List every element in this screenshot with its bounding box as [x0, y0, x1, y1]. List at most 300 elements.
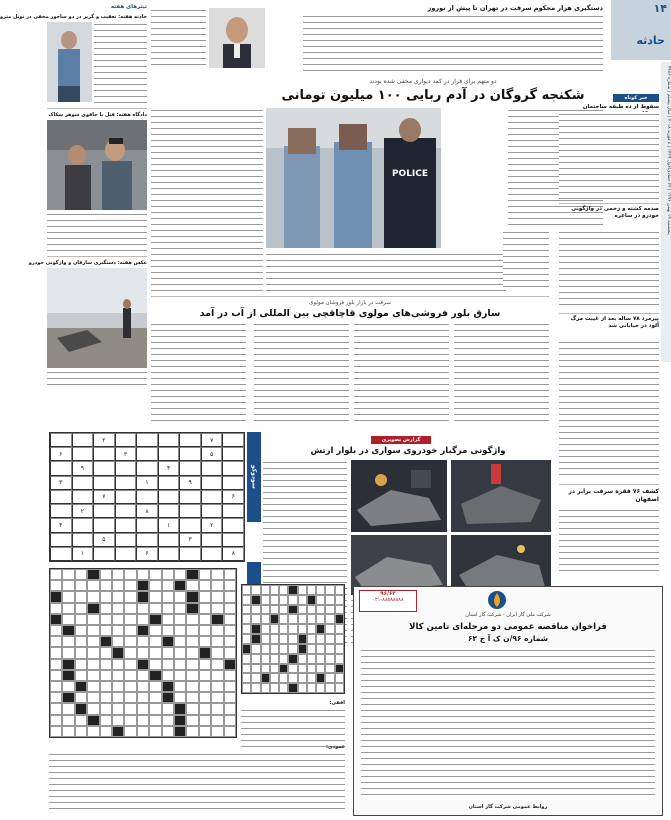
crossword-cell[interactable]	[186, 580, 198, 591]
crossword-cell[interactable]	[75, 636, 87, 647]
crossword-cell[interactable]	[100, 580, 112, 591]
crossword-cell[interactable]	[174, 670, 186, 681]
crossword-cell[interactable]	[335, 614, 344, 624]
crossword-cell[interactable]	[124, 625, 136, 636]
crossword-cell[interactable]	[162, 659, 174, 670]
crossword-cell[interactable]	[298, 614, 307, 624]
sudoku-cell[interactable]: ۲	[201, 518, 223, 532]
crossword-cell[interactable]	[75, 726, 87, 737]
crossword-cell[interactable]	[137, 580, 149, 591]
crossword-cell[interactable]	[316, 605, 325, 615]
sudoku-cell[interactable]	[50, 490, 72, 504]
crossword-cell[interactable]	[174, 591, 186, 602]
crossword-cell[interactable]	[100, 625, 112, 636]
crossword-cell[interactable]	[270, 644, 279, 654]
crossword-cell[interactable]	[162, 625, 174, 636]
crossword-cell[interactable]	[75, 670, 87, 681]
crossword-cell[interactable]	[298, 664, 307, 674]
crossword-cell[interactable]	[50, 580, 62, 591]
crossword-cell[interactable]	[137, 715, 149, 726]
crossword-cell[interactable]	[50, 636, 62, 647]
crossword-cell[interactable]	[335, 654, 344, 664]
crossword-cell[interactable]	[335, 595, 344, 605]
sudoku-cell[interactable]	[72, 476, 94, 490]
crossword-cell[interactable]	[100, 681, 112, 692]
crossword-cell[interactable]	[174, 569, 186, 580]
crossword-cell[interactable]	[316, 624, 325, 634]
sudoku-cell[interactable]	[179, 490, 201, 504]
crossword-cell[interactable]	[211, 569, 223, 580]
crossword-cell[interactable]	[186, 569, 198, 580]
sudoku-cell[interactable]	[222, 476, 244, 490]
crossword-cell[interactable]	[50, 569, 62, 580]
sudoku-cell[interactable]	[158, 547, 180, 561]
crossword-cell[interactable]	[224, 715, 236, 726]
crossword-cell[interactable]	[162, 636, 174, 647]
crossword-cell[interactable]	[224, 591, 236, 602]
sudoku-cell[interactable]: ۴	[158, 461, 180, 475]
crossword-cell[interactable]	[325, 585, 334, 595]
crossword-cell[interactable]	[298, 683, 307, 693]
sudoku-cell[interactable]	[136, 533, 158, 547]
crossword-cell[interactable]	[87, 659, 99, 670]
crossword-cell[interactable]	[270, 683, 279, 693]
crossword-cell[interactable]	[261, 624, 270, 634]
sudoku-cell[interactable]: ۱	[158, 518, 180, 532]
crossword-cell[interactable]	[112, 580, 124, 591]
sudoku-cell[interactable]	[115, 433, 137, 447]
sudoku-cell[interactable]: ۸	[136, 504, 158, 518]
sudoku-cell[interactable]	[201, 504, 223, 518]
crossword-cell[interactable]	[211, 603, 223, 614]
crossword-cell[interactable]	[288, 673, 297, 683]
crossword-cell[interactable]	[242, 605, 251, 615]
crossword-cell[interactable]	[251, 683, 260, 693]
crossword-cell[interactable]	[307, 595, 316, 605]
crossword-cell[interactable]	[162, 569, 174, 580]
crossword-cell[interactable]	[162, 614, 174, 625]
sudoku-cell[interactable]	[179, 547, 201, 561]
crossword-cell[interactable]	[211, 715, 223, 726]
crossword-grid[interactable]	[49, 568, 237, 738]
crossword-cell[interactable]	[242, 624, 251, 634]
crossword-cell[interactable]	[325, 673, 334, 683]
crossword-cell[interactable]	[335, 664, 344, 674]
crossword-cell[interactable]	[100, 647, 112, 658]
crossword-cell[interactable]	[124, 715, 136, 726]
crossword-cell[interactable]	[137, 726, 149, 737]
crossword-cell[interactable]	[199, 659, 211, 670]
crossword-cell[interactable]	[137, 569, 149, 580]
crossword-cell[interactable]	[100, 703, 112, 714]
crossword-cell[interactable]	[288, 644, 297, 654]
sudoku-cell[interactable]	[115, 504, 137, 518]
crossword-cell[interactable]	[149, 659, 161, 670]
crossword-cell[interactable]	[62, 591, 74, 602]
crossword-cell[interactable]	[174, 703, 186, 714]
crossword-cell[interactable]	[211, 636, 223, 647]
crossword-cell[interactable]	[149, 614, 161, 625]
crossword-cell[interactable]	[137, 670, 149, 681]
crossword-cell[interactable]	[87, 726, 99, 737]
crossword-cell[interactable]	[261, 644, 270, 654]
crossword-cell[interactable]	[112, 659, 124, 670]
crossword-cell[interactable]	[174, 659, 186, 670]
sudoku-cell[interactable]: ۶	[136, 547, 158, 561]
sudoku-cell[interactable]	[222, 504, 244, 518]
crossword-cell[interactable]	[251, 624, 260, 634]
crossword-cell[interactable]	[325, 664, 334, 674]
crossword-cell[interactable]	[288, 614, 297, 624]
crossword-cell[interactable]	[288, 605, 297, 615]
crossword-cell[interactable]	[124, 603, 136, 614]
sudoku-cell[interactable]	[115, 476, 137, 490]
sudoku-cell[interactable]	[179, 447, 201, 461]
crossword-cell[interactable]	[307, 605, 316, 615]
crossword-cell[interactable]	[270, 664, 279, 674]
crossword-cell[interactable]	[87, 569, 99, 580]
crossword-cell[interactable]	[162, 703, 174, 714]
crossword-cell[interactable]	[224, 603, 236, 614]
crossword-cell[interactable]	[124, 659, 136, 670]
sudoku-cell[interactable]	[50, 504, 72, 518]
crossword-cell[interactable]	[186, 703, 198, 714]
crossword-cell[interactable]	[87, 603, 99, 614]
crossword-cell[interactable]	[62, 647, 74, 658]
crossword-cell[interactable]	[186, 614, 198, 625]
sudoku-cell[interactable]: ۲	[72, 504, 94, 518]
crossword-cell[interactable]	[261, 673, 270, 683]
crossword-cell[interactable]	[279, 585, 288, 595]
crossword-cell[interactable]	[137, 591, 149, 602]
sudoku-cell[interactable]	[158, 433, 180, 447]
crossword-cell[interactable]	[298, 654, 307, 664]
sudoku-cell[interactable]	[93, 476, 115, 490]
crossword-cell[interactable]	[199, 670, 211, 681]
crossword-cell[interactable]	[137, 659, 149, 670]
crossword-cell[interactable]	[75, 625, 87, 636]
crossword-cell[interactable]	[288, 654, 297, 664]
crossword-cell[interactable]	[186, 670, 198, 681]
crossword-cell[interactable]	[112, 603, 124, 614]
sudoku-cell[interactable]	[136, 518, 158, 532]
crossword-cell[interactable]	[124, 692, 136, 703]
crossword-cell[interactable]	[307, 614, 316, 624]
crossword-cell[interactable]	[211, 614, 223, 625]
crossword-cell[interactable]	[211, 580, 223, 591]
crossword-cell[interactable]	[124, 591, 136, 602]
crossword-cell[interactable]	[224, 703, 236, 714]
crossword-cell[interactable]	[100, 715, 112, 726]
crossword-cell[interactable]	[62, 614, 74, 625]
crossword-cell[interactable]	[50, 715, 62, 726]
crossword-cell[interactable]	[211, 681, 223, 692]
crossword-cell[interactable]	[87, 580, 99, 591]
crossword-cell[interactable]	[137, 636, 149, 647]
crossword-cell[interactable]	[100, 636, 112, 647]
crossword-cell[interactable]	[50, 659, 62, 670]
crossword-cell[interactable]	[112, 703, 124, 714]
crossword-cell[interactable]	[149, 625, 161, 636]
crossword-cell[interactable]	[174, 647, 186, 658]
crossword-cell[interactable]	[316, 673, 325, 683]
crossword-cell[interactable]	[279, 654, 288, 664]
crossword-cell[interactable]	[325, 614, 334, 624]
crossword-cell[interactable]	[325, 605, 334, 615]
crossword-cell[interactable]	[124, 580, 136, 591]
crossword-cell[interactable]	[75, 715, 87, 726]
crossword-cell[interactable]	[149, 580, 161, 591]
sudoku-cell[interactable]: ۶	[222, 490, 244, 504]
crossword-cell[interactable]	[199, 591, 211, 602]
crossword-cell[interactable]	[261, 605, 270, 615]
crossword-cell[interactable]	[50, 603, 62, 614]
crossword-cell[interactable]	[75, 703, 87, 714]
crossword-cell[interactable]	[124, 614, 136, 625]
crossword-cell[interactable]	[100, 614, 112, 625]
sudoku-cell[interactable]	[72, 533, 94, 547]
sudoku-cell[interactable]	[136, 447, 158, 461]
crossword-cell[interactable]	[186, 726, 198, 737]
crossword-cell[interactable]	[186, 647, 198, 658]
crossword-cell[interactable]	[112, 692, 124, 703]
crossword-cell[interactable]	[335, 634, 344, 644]
crossword-cell[interactable]	[261, 683, 270, 693]
crossword-cell[interactable]	[224, 659, 236, 670]
crossword-cell[interactable]	[316, 595, 325, 605]
crossword-cell[interactable]	[50, 726, 62, 737]
sudoku-cell[interactable]	[50, 533, 72, 547]
sudoku-cell[interactable]	[158, 490, 180, 504]
crossword-cell[interactable]	[242, 664, 251, 674]
sudoku-cell[interactable]	[115, 490, 137, 504]
crossword-cell[interactable]	[124, 670, 136, 681]
crossword-cell[interactable]	[242, 673, 251, 683]
crossword-cell[interactable]	[251, 585, 260, 595]
crossword-cell[interactable]	[137, 692, 149, 703]
crossword-cell[interactable]	[335, 585, 344, 595]
crossword-cell[interactable]	[279, 634, 288, 644]
sudoku-cell[interactable]: ۱	[136, 476, 158, 490]
sudoku-cell[interactable]	[179, 504, 201, 518]
crossword-cell[interactable]	[50, 703, 62, 714]
crossword-cell[interactable]	[112, 636, 124, 647]
crossword-cell[interactable]	[242, 585, 251, 595]
crossword-cell[interactable]	[270, 673, 279, 683]
crossword-grid-small[interactable]	[241, 584, 345, 694]
crossword-cell[interactable]	[62, 580, 74, 591]
crossword-cell[interactable]	[87, 591, 99, 602]
crossword-cell[interactable]	[211, 591, 223, 602]
crossword-cell[interactable]	[50, 670, 62, 681]
crossword-cell[interactable]	[75, 569, 87, 580]
crossword-cell[interactable]	[242, 644, 251, 654]
crossword-cell[interactable]	[62, 659, 74, 670]
crossword-cell[interactable]	[325, 595, 334, 605]
crossword-cell[interactable]	[75, 692, 87, 703]
crossword-cell[interactable]	[279, 683, 288, 693]
crossword-cell[interactable]	[112, 591, 124, 602]
crossword-cell[interactable]	[224, 681, 236, 692]
crossword-cell[interactable]	[149, 647, 161, 658]
crossword-cell[interactable]	[50, 692, 62, 703]
sudoku-cell[interactable]	[93, 461, 115, 475]
crossword-cell[interactable]	[75, 614, 87, 625]
crossword-cell[interactable]	[149, 703, 161, 714]
crossword-cell[interactable]	[162, 603, 174, 614]
crossword-cell[interactable]	[199, 614, 211, 625]
sudoku-cell[interactable]	[72, 518, 94, 532]
sudoku-cell[interactable]	[115, 518, 137, 532]
crossword-cell[interactable]	[261, 664, 270, 674]
crossword-cell[interactable]	[62, 603, 74, 614]
sudoku-cell[interactable]	[222, 533, 244, 547]
crossword-cell[interactable]	[307, 644, 316, 654]
crossword-cell[interactable]	[270, 585, 279, 595]
crossword-cell[interactable]	[279, 644, 288, 654]
crossword-cell[interactable]	[307, 664, 316, 674]
crossword-cell[interactable]	[149, 681, 161, 692]
crossword-cell[interactable]	[199, 580, 211, 591]
sudoku-cell[interactable]	[93, 518, 115, 532]
crossword-cell[interactable]	[149, 591, 161, 602]
sudoku-cell[interactable]	[222, 518, 244, 532]
crossword-cell[interactable]	[186, 636, 198, 647]
crossword-cell[interactable]	[211, 670, 223, 681]
crossword-cell[interactable]	[224, 647, 236, 658]
crossword-cell[interactable]	[149, 692, 161, 703]
crossword-cell[interactable]	[211, 726, 223, 737]
crossword-cell[interactable]	[211, 625, 223, 636]
crossword-cell[interactable]	[298, 673, 307, 683]
sudoku-cell[interactable]: ۲	[93, 433, 115, 447]
crossword-cell[interactable]	[270, 634, 279, 644]
crossword-cell[interactable]	[335, 624, 344, 634]
crossword-cell[interactable]	[224, 569, 236, 580]
crossword-cell[interactable]	[62, 670, 74, 681]
crossword-cell[interactable]	[251, 595, 260, 605]
crossword-cell[interactable]	[186, 681, 198, 692]
sudoku-cell[interactable]: ۳	[50, 476, 72, 490]
crossword-cell[interactable]	[186, 659, 198, 670]
crossword-cell[interactable]	[100, 726, 112, 737]
crossword-cell[interactable]	[316, 634, 325, 644]
crossword-cell[interactable]	[325, 624, 334, 634]
crossword-cell[interactable]	[261, 595, 270, 605]
sudoku-cell[interactable]	[201, 476, 223, 490]
crossword-cell[interactable]	[137, 603, 149, 614]
sudoku-cell[interactable]	[136, 461, 158, 475]
crossword-cell[interactable]	[162, 715, 174, 726]
crossword-cell[interactable]	[307, 624, 316, 634]
crossword-cell[interactable]	[112, 726, 124, 737]
sudoku-cell[interactable]	[72, 447, 94, 461]
crossword-cell[interactable]	[149, 636, 161, 647]
crossword-cell[interactable]	[62, 681, 74, 692]
crossword-cell[interactable]	[112, 681, 124, 692]
crossword-cell[interactable]	[112, 625, 124, 636]
crossword-cell[interactable]	[251, 614, 260, 624]
sudoku-cell[interactable]: ۷	[93, 490, 115, 504]
crossword-cell[interactable]	[224, 726, 236, 737]
crossword-cell[interactable]	[325, 683, 334, 693]
crossword-cell[interactable]	[50, 681, 62, 692]
crossword-cell[interactable]	[62, 692, 74, 703]
crossword-cell[interactable]	[261, 634, 270, 644]
sudoku-cell[interactable]: ۹	[72, 461, 94, 475]
crossword-cell[interactable]	[87, 681, 99, 692]
crossword-cell[interactable]	[211, 647, 223, 658]
crossword-cell[interactable]	[288, 585, 297, 595]
sudoku-cell[interactable]	[222, 461, 244, 475]
crossword-cell[interactable]	[316, 664, 325, 674]
sudoku-cell[interactable]	[93, 447, 115, 461]
crossword-cell[interactable]	[298, 605, 307, 615]
crossword-cell[interactable]	[149, 670, 161, 681]
crossword-cell[interactable]	[50, 591, 62, 602]
crossword-cell[interactable]	[199, 603, 211, 614]
crossword-cell[interactable]	[174, 715, 186, 726]
crossword-cell[interactable]	[124, 681, 136, 692]
crossword-cell[interactable]	[270, 624, 279, 634]
crossword-cell[interactable]	[211, 659, 223, 670]
crossword-cell[interactable]	[288, 595, 297, 605]
crossword-cell[interactable]	[62, 625, 74, 636]
crossword-cell[interactable]	[307, 585, 316, 595]
crossword-cell[interactable]	[199, 636, 211, 647]
crossword-cell[interactable]	[279, 624, 288, 634]
crossword-cell[interactable]	[199, 715, 211, 726]
crossword-cell[interactable]	[251, 634, 260, 644]
sudoku-cell[interactable]	[93, 547, 115, 561]
crossword-cell[interactable]	[279, 664, 288, 674]
crossword-cell[interactable]	[174, 692, 186, 703]
crossword-cell[interactable]	[75, 580, 87, 591]
crossword-cell[interactable]	[270, 605, 279, 615]
crossword-cell[interactable]	[199, 681, 211, 692]
crossword-cell[interactable]	[316, 614, 325, 624]
crossword-cell[interactable]	[87, 715, 99, 726]
crossword-cell[interactable]	[199, 625, 211, 636]
crossword-cell[interactable]	[149, 603, 161, 614]
sudoku-cell[interactable]	[201, 547, 223, 561]
crossword-cell[interactable]	[62, 726, 74, 737]
crossword-cell[interactable]	[316, 683, 325, 693]
crossword-cell[interactable]	[124, 647, 136, 658]
sudoku-cell[interactable]	[136, 490, 158, 504]
crossword-cell[interactable]	[124, 636, 136, 647]
crossword-cell[interactable]	[100, 591, 112, 602]
crossword-cell[interactable]	[124, 703, 136, 714]
crossword-cell[interactable]	[251, 644, 260, 654]
crossword-cell[interactable]	[87, 670, 99, 681]
sudoku-cell[interactable]: ۵	[93, 533, 115, 547]
sudoku-cell[interactable]: ۳	[115, 447, 137, 461]
crossword-cell[interactable]	[174, 726, 186, 737]
crossword-cell[interactable]	[174, 681, 186, 692]
crossword-cell[interactable]	[137, 625, 149, 636]
crossword-cell[interactable]	[261, 614, 270, 624]
crossword-cell[interactable]	[242, 595, 251, 605]
sudoku-cell[interactable]	[50, 547, 72, 561]
crossword-cell[interactable]	[279, 614, 288, 624]
crossword-cell[interactable]	[199, 692, 211, 703]
sudoku-cell[interactable]	[201, 490, 223, 504]
sudoku-cell[interactable]	[115, 533, 137, 547]
sudoku-cell[interactable]	[158, 533, 180, 547]
crossword-cell[interactable]	[298, 595, 307, 605]
crossword-cell[interactable]	[288, 664, 297, 674]
